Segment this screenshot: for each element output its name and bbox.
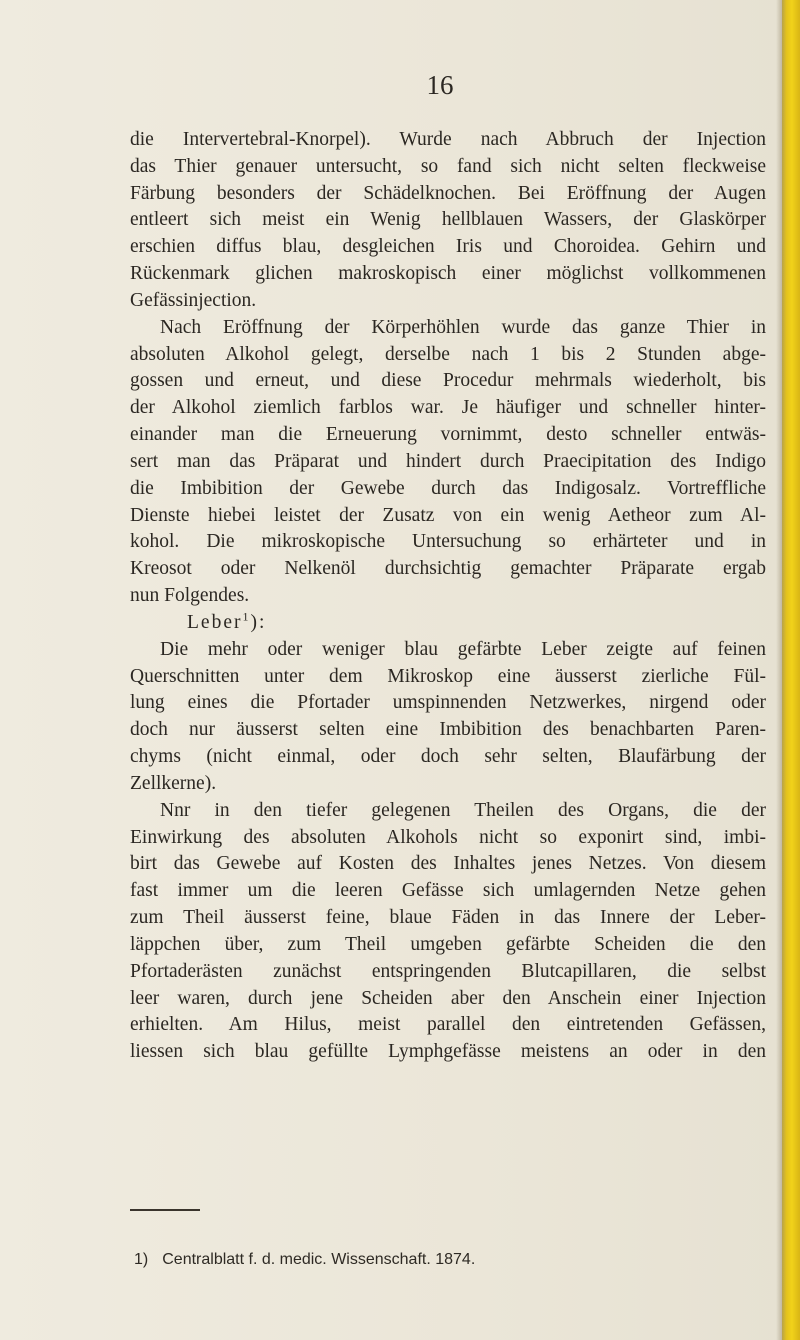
text-line: Querschnitten unter dem Mikroskop eine äusserst zierliche Fül- bbox=[130, 665, 766, 687]
text-line: Gefässinjection. bbox=[130, 289, 257, 311]
text-line: lung eines die Pfortader umspinnenden Netzwerkes, nirgend oder bbox=[130, 692, 766, 714]
text-line: Einwirkung des absoluten Alkohols nicht so exponirt sind, imbi- bbox=[130, 826, 766, 848]
footnote-mark: 1) bbox=[134, 1251, 149, 1268]
text-line: sert man das Präparat und hindert durch Praecipitation des Indigo bbox=[130, 450, 766, 472]
text-line: doch nur äusserst selten eine Imbibition des benachbarten Paren- bbox=[130, 719, 766, 741]
text-line: die Imbibition der Gewebe durch das Indigosalz. Vortreffliche bbox=[130, 477, 766, 499]
footnote bbox=[134, 1249, 475, 1271]
text-line: liessen sich blau gefüllte Lymphgefässe meistens an oder in den bbox=[130, 1041, 766, 1063]
text-line: fast immer um die leeren Gefässe sich umlagernden Netze gehen bbox=[130, 880, 766, 902]
text-line: Dienste hiebei leistet der Zusatz von ein wenig Aetheor zum Al- bbox=[130, 504, 766, 526]
text-line: Zellkerne). bbox=[130, 772, 217, 794]
footnote-reference: 1 bbox=[242, 609, 251, 624]
text-line: gossen und erneut, und diese Procedur mehrmals wiederholt, bis bbox=[130, 370, 766, 392]
text-line: erhielten. Am Hilus, meist parallel den eintretenden Gefässen, bbox=[130, 1014, 766, 1036]
text-line: Rückenmark glichen makroskopisch einer möglichst vollkommenen bbox=[130, 263, 766, 285]
page-number: 16 bbox=[426, 70, 454, 100]
text-line: leer waren, durch jene Scheiden aber den Anschein einer Injection bbox=[130, 987, 766, 1009]
text-line: birt das Gewebe auf Kosten des Inhaltes jenes Netzes. Von diesem bbox=[130, 853, 766, 875]
book-edge bbox=[782, 0, 800, 1340]
text-line: Die mehr oder weniger blau gefärbte Leber zeigte auf feinen bbox=[160, 638, 766, 660]
section-heading-suffix: ): bbox=[250, 611, 267, 633]
text-line: Färbung besonders der Schädelknochen. Bei Eröffnung der Augen bbox=[130, 182, 766, 204]
section-heading-text: Leber bbox=[187, 611, 243, 633]
text-line: absoluten Alkohol gelegt, derselbe nach 1 bis 2 Stunden abge- bbox=[130, 343, 766, 365]
text-line: nun Folgendes. bbox=[130, 585, 250, 607]
text-line: einander man die Erneuerung vornimmt, desto schneller entwäs- bbox=[130, 424, 766, 446]
section-heading bbox=[130, 610, 766, 637]
text-line: Nnr in den tiefer gelegenen Theilen des Organs, die der bbox=[160, 799, 766, 821]
text-line: das Thier genauer untersucht, so fand sich nicht selten fleckweise bbox=[130, 155, 766, 177]
text-line: erschien diffus blau, desgleichen Iris und Choroidea. Gehirn und bbox=[130, 236, 766, 258]
footnote-divider bbox=[130, 1209, 200, 1211]
text-line: Nach Eröffnung der Körperhöhlen wurde das ganze Thier in bbox=[160, 316, 766, 338]
text-line: chyms (nicht einmal, oder doch sehr selten, Blaufärbung der bbox=[130, 746, 766, 768]
body-text bbox=[130, 127, 766, 1066]
text-line: entleert sich meist ein Wenig hellblauen Wassers, der Glaskörper bbox=[130, 209, 766, 231]
text-line: kohol. Die mikroskopische Untersuchung so erhärteter und in bbox=[130, 531, 766, 553]
text-line: Pfortaderästen zunächst entspringenden Blutcapillaren, die selbst bbox=[130, 960, 766, 982]
text-line: Kreosot oder Nelkenöl durchsichtig gemachter Präparate ergab bbox=[130, 558, 766, 580]
text-line: zum Theil äusserst feine, blaue Fäden in das Innere der Leber- bbox=[130, 907, 766, 929]
text-line: der Alkohol ziemlich farblos war. Je häufiger und schneller hinter- bbox=[130, 397, 766, 419]
text-line: läppchen über, zum Theil umgeben gefärbte Scheiden die den bbox=[130, 933, 766, 955]
footnote-text: Centralblatt f. d. medic. Wissenschaft. 1874. bbox=[162, 1251, 476, 1268]
text-line: die Intervertebral-Knorpel). Wurde nach Abbruch der Injection bbox=[130, 129, 766, 150]
